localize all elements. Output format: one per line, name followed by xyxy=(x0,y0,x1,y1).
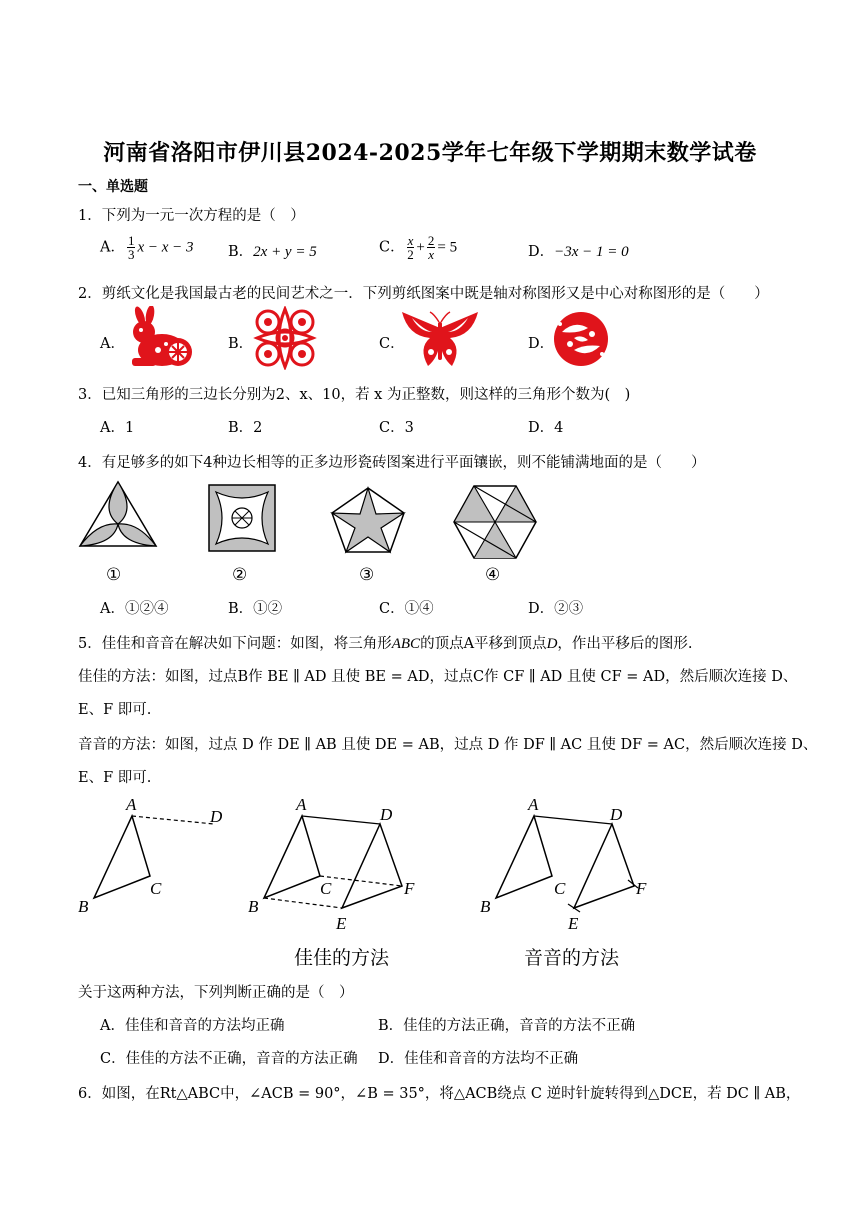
question-5-line-1: 5．佳佳和音音在解决如下问题：如图，将三角形ABC的顶点A平移到顶点D，作出平移后的图形. xyxy=(78,636,693,652)
butterfly-papercut-image xyxy=(400,308,480,372)
q5-option-d[interactable]: D．佳佳和音音的方法均不正确 xyxy=(378,1051,579,1067)
yinyin-method-figure xyxy=(476,792,666,938)
math-expr: x − x − 3 xyxy=(137,239,194,256)
q5-option-c[interactable]: C．佳佳的方法不正确，音音的方法正确 xyxy=(100,1051,358,1067)
point-c-label: C xyxy=(150,879,162,898)
fraction: $\frac{2}{x}$ xyxy=(427,233,435,262)
question-5-line-3: E、F 即可. xyxy=(78,702,152,718)
question-5-line-2: 佳佳的方法：如图，过点B作 BE ∥ AD 且使 BE = AD，过点C作 CF ∥ AD 且使 CF = AD，然后顺次连接 D、 xyxy=(78,669,798,685)
question-3-stem: 3．已知三角形的三边长分别为2、x、10，若 x 为正整数，则这样的三角形个数为( ) xyxy=(78,387,631,403)
q5-option-a[interactable]: A．佳佳和音音的方法均正确 xyxy=(100,1018,285,1034)
question-4-stem: 4．有足够多的如下4种边长相等的正多边形瓷砖图案进行平面镶嵌，则不能铺满地面的是（ ） xyxy=(78,455,706,471)
section-heading: 一、单选题 xyxy=(78,179,148,195)
q3-option-d[interactable]: D．4 xyxy=(528,420,564,436)
rabbit-papercut-image xyxy=(122,306,198,370)
question-5-line-5: E、F 即可. xyxy=(78,770,152,786)
page-title: 河南省洛阳市伊川县2024-2025学年七年级下学期期末数学试卷 xyxy=(103,140,757,166)
point-d-label: D xyxy=(210,807,223,826)
point-a-label: A xyxy=(528,795,539,814)
q1-option-d[interactable] xyxy=(528,240,629,261)
flower-papercut-image xyxy=(252,306,318,370)
point-d-label: D xyxy=(380,805,393,824)
q2-option-a[interactable]: A． xyxy=(100,336,125,352)
point-e-label: E xyxy=(568,914,579,933)
option-label: A． xyxy=(100,239,125,256)
q3-option-b[interactable]: B．2 xyxy=(228,420,263,436)
tile-label-2: ② xyxy=(232,565,248,585)
option-label: B． xyxy=(228,244,254,260)
math-expr: = 5 xyxy=(437,239,458,256)
q3-option-c[interactable]: C．3 xyxy=(379,420,414,436)
jiajia-method-figure xyxy=(244,792,434,938)
point-b-label: B xyxy=(78,897,89,916)
question-5-line-4: 音音的方法：如图，过点 D 作 DE ∥ AB 且使 DE = AB，过点 D 作 DF ∥ AC 且使 DF = AC，然后顺次连接 D、 xyxy=(78,737,818,753)
question-2-stem: 2．剪纸文化是我国最古老的民间艺术之一．下列剪纸图案中既是轴对称图形又是中心对称图形的是（ ） xyxy=(78,286,769,302)
triangle-tile-figure xyxy=(78,480,158,550)
point-b-label: B xyxy=(480,897,491,916)
plus-sign: + xyxy=(416,239,425,256)
q1-option-b[interactable] xyxy=(228,240,317,261)
q5-option-b[interactable]: B．佳佳的方法正确，音音的方法不正确 xyxy=(378,1018,636,1034)
tile-label-1: ① xyxy=(106,565,122,585)
yinyin-method-caption: 音音的方法 xyxy=(524,947,620,969)
question-1-stem: 1．下列为一元一次方程的是（ ） xyxy=(78,208,305,224)
point-a-label: A xyxy=(126,795,137,814)
q1-option-c[interactable] xyxy=(379,234,457,261)
jiajia-method-caption: 佳佳的方法 xyxy=(294,947,390,969)
option-label: C． xyxy=(379,239,405,256)
tile-label-4: ④ xyxy=(485,565,501,585)
q1-option-a[interactable] xyxy=(100,234,194,261)
fish-papercut-image xyxy=(552,310,610,368)
point-c-label: C xyxy=(554,879,566,898)
q2-option-d[interactable]: D． xyxy=(528,336,555,352)
tile-label-3: ③ xyxy=(359,565,375,585)
q4-option-a[interactable]: A．①②④ xyxy=(100,601,169,617)
square-tile-figure xyxy=(208,484,276,552)
q2-option-c[interactable]: C． xyxy=(379,336,405,352)
option-label: D． xyxy=(528,244,555,260)
q4-option-c[interactable]: C．①④ xyxy=(379,601,434,617)
pentagon-star-tile-figure xyxy=(330,486,406,554)
hexagon-tile-figure xyxy=(452,484,538,560)
question-5-prompt: 关于这两种方法，下列判断正确的是（ ） xyxy=(78,985,354,1001)
point-f-label: F xyxy=(636,879,647,898)
q4-option-d[interactable]: D．②③ xyxy=(528,601,584,617)
point-c-label: C xyxy=(320,879,332,898)
fraction: $\frac{x}{2}$ xyxy=(407,233,414,262)
q2-option-b[interactable]: B． xyxy=(228,336,254,352)
point-f-label: F xyxy=(404,879,415,898)
fraction: $\frac{1}{3}$ xyxy=(127,233,135,262)
point-d-label: D xyxy=(610,805,623,824)
point-b-label: B xyxy=(248,897,259,916)
q3-option-a[interactable]: A．1 xyxy=(100,420,135,436)
translation-problem-figure xyxy=(74,792,234,918)
point-e-label: E xyxy=(336,914,347,933)
question-6-stem: 6．如图，在Rt△ABC中，∠ACB = 90°，∠B = 35°，将△ACB绕点 C 逆时针旋转得到△DCE，若 DC ∥ AB， xyxy=(78,1086,801,1102)
math-expr: 2x + y = 5 xyxy=(253,244,317,260)
q4-option-b[interactable]: B．①② xyxy=(228,601,283,617)
math-expr: −3x − 1 = 0 xyxy=(554,244,629,260)
point-a-label: A xyxy=(296,795,307,814)
